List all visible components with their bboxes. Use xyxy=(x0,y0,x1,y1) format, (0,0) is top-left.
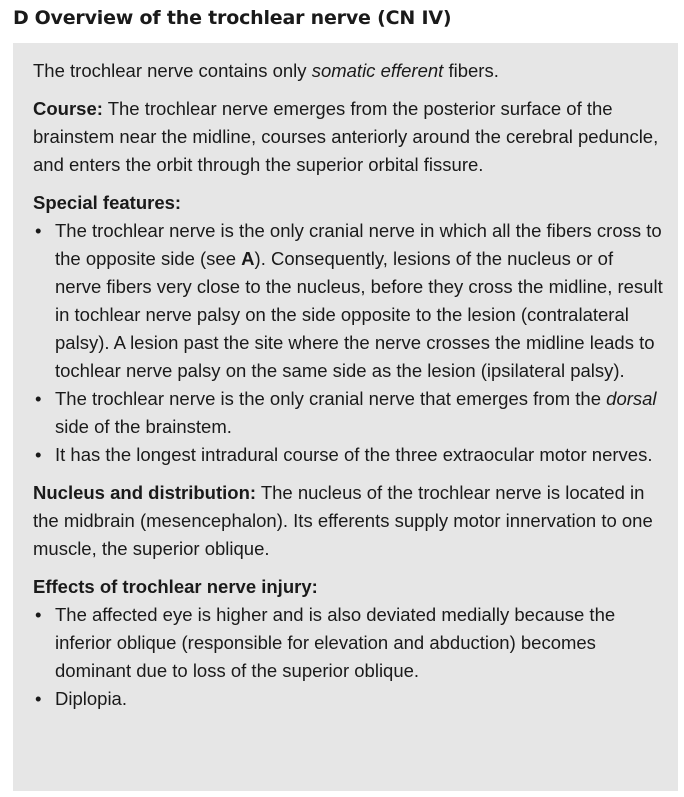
list-item-italic-term: dorsal xyxy=(606,388,657,409)
list-item xyxy=(33,601,664,685)
course-text: The trochlear nerve emerges from the posterior surface of the brainstem near the midline, courses anteriorly around the cerebral peduncle, and enters the orbit through the superior orbital fissure. xyxy=(33,98,659,175)
list-item-text: ). Consequently, lesions of the nucleus or of nerve fibers very close to the nucleus, before they cross the midline, result in tochlear nerve palsy on the side opposite to the lesion (contralateral palsy). A lesion past the site where the nerve crosses the midline leads to tochlear nerve palsy on the same side as the lesion (ipsilateral palsy). xyxy=(55,248,663,381)
course-paragraph xyxy=(33,95,664,179)
course-label: Course: xyxy=(33,98,103,119)
effects-list xyxy=(33,601,664,713)
list-item xyxy=(33,685,664,713)
intro-text-end: fibers. xyxy=(443,60,499,81)
bullet-marker: • xyxy=(35,444,42,465)
list-item xyxy=(33,385,664,441)
effects-heading xyxy=(33,573,664,601)
special-features-label: Special features: xyxy=(33,192,182,213)
figure-reference: A xyxy=(241,248,255,269)
list-item xyxy=(33,217,664,385)
bullet-marker: • xyxy=(35,220,42,241)
list-item-text: The affected eye is higher and is also deviated medially because the inferior oblique (responsible for elevation and abduction) becomes dominant due to loss of the superior oblique. xyxy=(55,604,616,681)
effects-label: Effects of trochlear nerve injury: xyxy=(33,576,318,597)
special-features-heading xyxy=(33,189,664,217)
list-item-text: Diplopia. xyxy=(55,688,127,709)
nucleus-paragraph xyxy=(33,479,664,563)
intro-text-start: The trochlear nerve contains only xyxy=(33,60,312,81)
info-box xyxy=(13,43,678,791)
nucleus-text: The nucleus of the trochlear nerve is located in the midbrain (mesencephalon). Its efferents supply motor innervation to one muscle, the superior oblique. xyxy=(33,482,653,559)
special-features-list xyxy=(33,217,664,469)
list-item-text: The trochlear nerve is the only cranial nerve that emerges from the xyxy=(55,388,607,409)
section-letter: D xyxy=(13,7,29,29)
nucleus-label: Nucleus and distribution: xyxy=(33,482,257,503)
section-heading xyxy=(13,6,451,30)
list-item-text: side of the brainstem. xyxy=(55,416,232,437)
section-title: Overview of the trochlear nerve (CN IV) xyxy=(34,7,452,29)
list-item-text: The trochlear nerve is the only cranial nerve in which all the fibers cross to the opposite side (see xyxy=(55,220,662,269)
intro-italic-term: somatic efferent xyxy=(311,60,444,81)
intro-paragraph xyxy=(33,57,664,85)
list-item-text: It has the longest intradural course of the three extraocular motor nerves. xyxy=(55,444,653,465)
bullet-marker: • xyxy=(35,388,42,409)
list-item xyxy=(33,441,664,469)
bullet-marker: • xyxy=(35,688,42,709)
bullet-marker: • xyxy=(35,604,42,625)
